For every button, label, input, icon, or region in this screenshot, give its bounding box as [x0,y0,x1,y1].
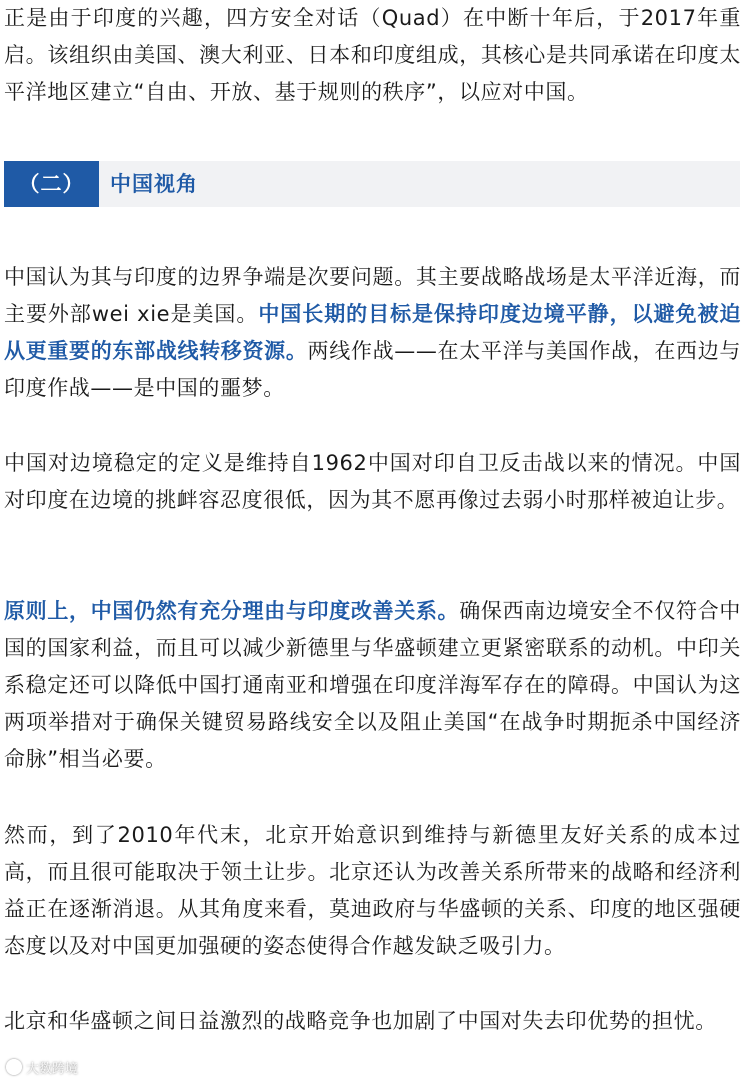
paragraph-text: 中国认为其与印度的边界争端是次要问题。其主要战略战场是太平洋近海，而主要外部wei xie是美国。 [4,265,741,326]
watermark-logo-icon [6,1059,22,1075]
paragraph-2010s [0,817,747,965]
paragraph-text: 正是由于印度的兴趣，四方安全对话（Quad）在中断十年后，于2017年重启。该组织由美国、澳大利亚、日本和印度组成，其核心是共同承诺在印度太平洋地区建立“自由、开放、基于规则的秩序”，以应对中国。 [4,6,741,104]
paragraph-text: 中国对边境稳定的定义是维持自1962中国对印自卫反击战以来的情况。中国对印度在边境的挑衅容忍度很低，因为其不愿再像过去弱小时那样被迫让步。 [4,451,741,512]
highlighted-text: 中国长期的目标是保持印度边境平静，以避免被迫从更重要的东部战线转移资源。 [4,302,741,363]
watermark-text: 大数跨境 [26,1061,79,1077]
paragraph-quad [0,0,747,111]
section-title: 中国视角 [110,172,198,196]
paragraph-text: 确保西南边境安全不仅符合中国的国家利益，而且可以减少新德里与华盛顿建立更紧密联系的动机。中印关系稳定还可以降低中国打通南亚和增强在印度洋海军存在的障碍。中国认为这两项举措对于确保关键贸易路线安全以及阻止美国“在战争时期扼杀中国经济命脉”相当必要。 [4,599,741,771]
paragraph-improve-relations [0,593,747,778]
section-header [4,161,740,207]
section-number-badge: （二） [4,161,99,207]
paragraph-text: 北京和华盛顿之间日益激烈的战略竞争也加剧了中国对失去印优势的担忧。 [4,1009,717,1033]
paragraph-text: 两线作战——在太平洋与美国作战，在西边与印度作战——是中国的噩梦。 [4,339,742,400]
paragraph-competition [0,1003,747,1040]
highlighted-text: 原则上，中国仍然有充分理由与印度改善关系。 [4,599,460,623]
paragraph-border-dispute [0,259,747,407]
paragraph-text: 然而，到了2010年代末，北京开始意识到维持与新德里友好关系的成本过高，而且很可能取决于领土让步。北京还认为改善关系所带来的战略和经济利益正在逐渐消退。从其角度来看，莫迪政府与华盛顿的关系、印度的地区强硬态度以及对中国更加强硬的姿态使得合作越发缺乏吸引力。 [4,823,741,958]
watermark [6,1055,78,1079]
paragraph-border-stability [0,445,747,519]
